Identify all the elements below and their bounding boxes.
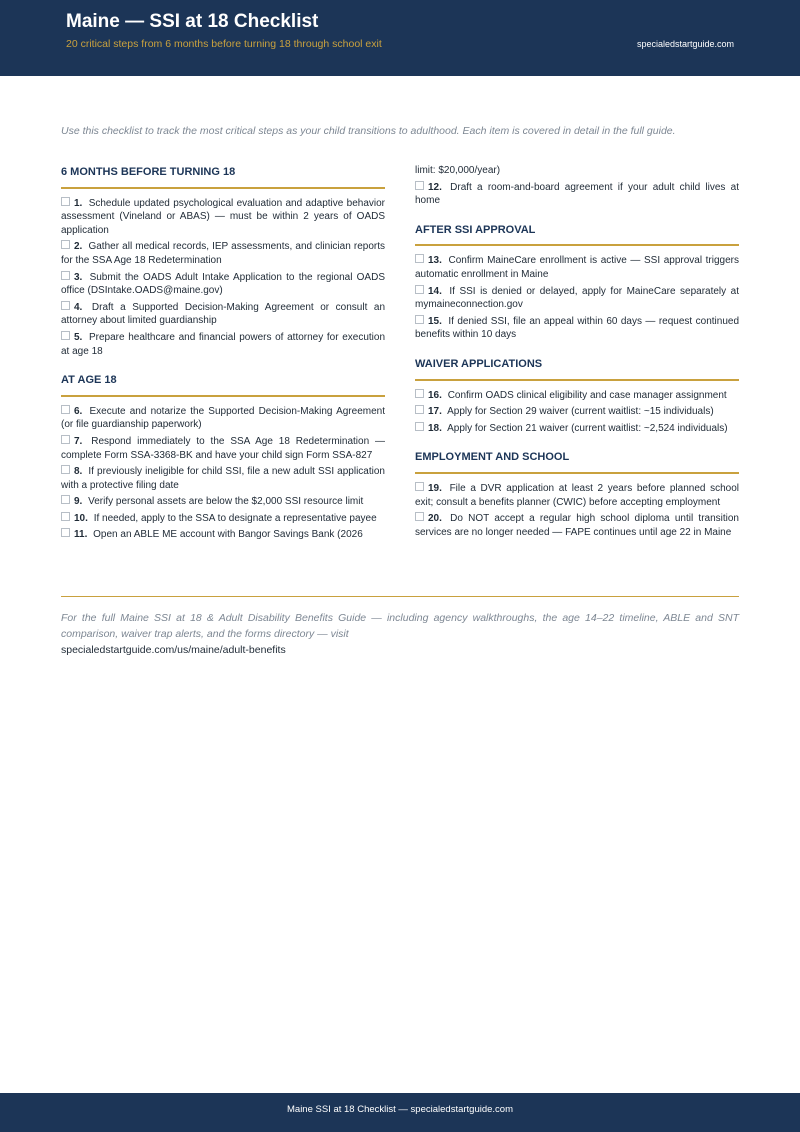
item-text: Apply for Section 29 waiver (current waitlist: ~15 individuals) xyxy=(447,406,714,418)
item-text: Gather all medical records, IEP assessments, and clinician reports for the SSA Age 18 Redetermination xyxy=(61,241,385,266)
intro-text: Use this checklist to track the most critical steps as your child transitions to adulthood. Each item is covered in detail in the full guide. xyxy=(61,125,676,137)
item-number: 2. xyxy=(74,241,83,253)
checkbox[interactable] xyxy=(61,465,70,474)
item-text: Execute and notarize the Supported Decision-Making Agreement (or file guardianship paperwork) xyxy=(61,405,385,431)
checklist-item xyxy=(61,331,385,358)
checkbox[interactable] xyxy=(61,512,70,521)
section-continued xyxy=(415,181,739,208)
item-number: 11. xyxy=(74,529,88,541)
item-number: 10. xyxy=(74,512,88,524)
section-title: WAIVER APPLICATIONS xyxy=(415,356,739,381)
checkbox[interactable] xyxy=(61,197,70,206)
item-number: 15. xyxy=(428,315,442,327)
item-text: Schedule updated psychological evaluation and adaptive behavior assessment (Vineland or ABAS) — must be within 2 years of OADS application xyxy=(61,197,386,236)
item-text: Prepare healthcare and financial powers of attorney for execution at age 18 xyxy=(61,331,386,357)
item-number: 19. xyxy=(428,482,442,494)
section-waiver-applications xyxy=(415,356,739,435)
section-6-months xyxy=(61,164,385,358)
section-employment-and-school xyxy=(415,449,739,539)
checklist-item xyxy=(61,495,385,509)
footer-divider xyxy=(61,596,739,597)
section-title: AFTER SSI APPROVAL xyxy=(415,222,739,247)
header-banner xyxy=(0,0,800,76)
footer-note-text: For the full Maine SSI at 18 & Adult Disability Benefits Guide — including agency walkthroughs, the age 14–22 timeline, ABLE and SNT comparison, waiver trap alerts, and the forms directory — visit xyxy=(61,612,739,640)
checklist-item xyxy=(61,465,385,492)
checkbox[interactable] xyxy=(61,240,70,249)
checklist-item xyxy=(415,512,739,539)
item-text: If needed, apply to the SSA to designate a representative payee xyxy=(93,512,377,524)
item-continuation: limit: $20,000/year) xyxy=(415,165,501,176)
checklist-item xyxy=(61,240,385,267)
bottom-bar xyxy=(0,1093,800,1132)
section-at-age-18 xyxy=(61,372,385,542)
checkbox[interactable] xyxy=(415,285,424,294)
item-text: Respond immediately to the SSA Age 18 Redetermination — complete Form SSA-3368-BK and have your child sign Form SSA-827 xyxy=(61,435,385,461)
checklist-item xyxy=(415,389,739,403)
left-column xyxy=(61,164,385,556)
checklist-item xyxy=(415,422,739,436)
checkbox[interactable] xyxy=(61,271,70,280)
item-text: Do NOT accept a regular high school diploma until transition services are no longer needed — FAPE continues until age 22 in Maine xyxy=(415,513,739,538)
checkbox[interactable] xyxy=(61,331,70,340)
item-number: 3. xyxy=(74,271,83,283)
item-number: 5. xyxy=(74,331,83,343)
checklist-item xyxy=(415,482,739,509)
item-text: Verify personal assets are below the $2,000 SSI resource limit xyxy=(88,496,364,508)
item-number: 1. xyxy=(74,197,83,209)
item-text: Draft a Supported Decision-Making Agreement or consult an attorney about limited guardianship xyxy=(61,301,386,327)
item-number: 7. xyxy=(74,435,83,447)
item-number: 14. xyxy=(428,285,442,297)
item-number: 9. xyxy=(74,496,83,508)
item-text: Submit the OADS Adult Intake Application to the regional OADS office (DSIntake.OADS@maine.gov) xyxy=(61,271,385,297)
item-number: 13. xyxy=(428,255,442,267)
checkbox[interactable] xyxy=(61,301,70,310)
item-text: Confirm OADS clinical eligibility and case manager assignment xyxy=(447,389,727,401)
item-number: 6. xyxy=(74,405,83,417)
footer-note xyxy=(61,610,739,658)
item-text: If denied SSI, file an appeal within 60 days — request continued benefits within 10 days xyxy=(415,315,740,341)
checkbox[interactable] xyxy=(415,422,424,431)
page-subtitle: 20 critical steps from 6 months before turning 18 through school exit xyxy=(66,38,382,50)
checklist-item xyxy=(61,197,385,238)
section-title: EMPLOYMENT AND SCHOOL xyxy=(415,449,739,474)
section-title: AT AGE 18 xyxy=(61,372,385,397)
checklist-item xyxy=(415,254,739,281)
checklist-item xyxy=(61,271,385,298)
checklist-item xyxy=(415,181,739,208)
section-after-ssi-approval xyxy=(415,222,739,342)
guide-link[interactable]: specialedstartguide.com/us/maine/adult-benefits xyxy=(61,644,286,656)
checklist-item xyxy=(61,435,385,462)
item-text: Apply for Section 21 waiver (current waitlist: ~2,524 individuals) xyxy=(447,422,728,434)
item-text: Draft a room-and-board agreement if your adult child lives at home xyxy=(415,181,740,207)
right-column xyxy=(415,164,739,553)
section-title: 6 MONTHS BEFORE TURNING 18 xyxy=(61,164,385,189)
checklist-item xyxy=(61,512,385,526)
checklist-item xyxy=(61,405,385,432)
item-text: If SSI is denied or delayed, apply for MaineCare separately at mymaineconnection.gov xyxy=(415,285,739,311)
item-number: 12. xyxy=(428,181,442,193)
checklist-item xyxy=(61,528,385,542)
item-number: 8. xyxy=(74,466,83,478)
checkbox[interactable] xyxy=(415,181,424,190)
item-number: 18. xyxy=(428,422,442,434)
checkbox[interactable] xyxy=(415,315,424,324)
checkbox[interactable] xyxy=(61,405,70,414)
item-text: Confirm MaineCare enrollment is active — SSI approval triggers automatic enrollment in Maine xyxy=(415,255,739,280)
bottom-bar-text: Maine SSI at 18 Checklist — specialedstartguide.com xyxy=(287,1104,513,1115)
checklist-item xyxy=(415,315,739,342)
page-title: Maine — SSI at 18 Checklist xyxy=(66,11,319,32)
checkbox[interactable] xyxy=(415,512,424,521)
checklist-item xyxy=(415,405,739,419)
item-text: File a DVR application at least 2 years before planned school exit; consult a benefits planner (CWIC) before accepting employment xyxy=(415,482,739,508)
checkbox[interactable] xyxy=(415,405,424,414)
item-number: 17. xyxy=(428,406,442,418)
checkbox[interactable] xyxy=(415,254,424,263)
header-site-link[interactable]: specialedstartguide.com xyxy=(636,39,734,49)
checkbox[interactable] xyxy=(415,482,424,491)
checkbox[interactable] xyxy=(61,528,70,537)
item-number: 16. xyxy=(428,389,442,401)
item-number: 4. xyxy=(74,301,83,313)
item-text: If previously ineligible for child SSI, file a new adult SSI application with a protective filing date xyxy=(61,466,385,491)
item-text: Open an ABLE ME account with Bangor Savings Bank (2026 xyxy=(93,529,363,541)
checkbox[interactable] xyxy=(61,495,70,504)
checkbox[interactable] xyxy=(61,435,70,444)
checklist-item xyxy=(415,285,739,312)
item-number: 20. xyxy=(428,513,442,525)
checkbox[interactable] xyxy=(415,389,424,398)
checklist-item xyxy=(61,301,385,328)
